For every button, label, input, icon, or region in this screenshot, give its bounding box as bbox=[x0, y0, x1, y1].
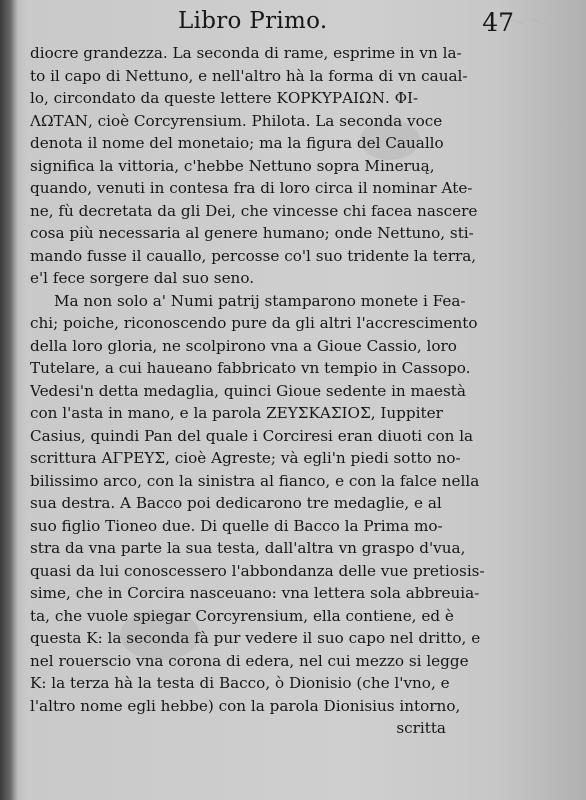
text-line: ta, che vuole spiegar Corcyrensium, ella contiene, ed è bbox=[30, 606, 454, 625]
text-line: e'l fece sorgere dal suo seno. bbox=[30, 269, 255, 287]
text-line: Vedesi'n detta medaglia, quinci Gioue sedente in maestà bbox=[30, 381, 466, 400]
text-line: Tutelare, a cui haueano fabbricato vn tempio in Cassopo. bbox=[30, 359, 471, 377]
text-line: lo, circondato da queste lettere ΚΟΡΚΥΡΑΙΩΝ. ΦΙ- bbox=[30, 89, 419, 107]
book-gutter-shadow bbox=[0, 0, 18, 800]
text-line: della loro gloria, ne scolpirono vna a Gioue Cassio, loro bbox=[30, 336, 457, 355]
text-line: questa K: la seconda fà pur vedere il suo capo nel dritto, e bbox=[30, 629, 481, 647]
text-line: con l'asta in mano, e la parola ΖΕΥΣΚΑΣΙΟΣ, Iuppiter bbox=[30, 404, 443, 422]
facing-page-bleed: 〜〜 bbox=[508, 10, 548, 34]
text-line: K: la terza hà la testa di Bacco, ò Dionisio (che l'vno, e bbox=[30, 674, 450, 692]
body-text bbox=[30, 42, 488, 740]
text-line: quando, venuti in contesa fra di loro circa il nominar Ate- bbox=[30, 179, 473, 197]
text-line: stra da vna parte la sua testa, dall'altra vn graspo d'vua, bbox=[30, 539, 466, 557]
book-page bbox=[30, 8, 570, 794]
text-line: ΛΩΤΑΝ, cioè Corcyrensium. Philota. La seconda voce bbox=[30, 111, 443, 130]
text-line: sua destra. A Bacco poi dedicarono tre medaglie, e al bbox=[30, 494, 442, 512]
page-number: 47 bbox=[482, 8, 514, 37]
catchword: scritta bbox=[396, 719, 446, 737]
text-line: to il capo di Nettuno, e nell'altro hà la forma di vn caual- bbox=[30, 66, 468, 85]
text-line: ne, fù decretata da gli Dei, che vincesse chi facea nascere bbox=[30, 201, 478, 220]
text-line: cosa più necessaria al genere humano; onde Nettuno, sti- bbox=[30, 224, 474, 242]
page-header bbox=[30, 8, 570, 42]
paragraph-start-line: Ma non solo a' Numi patrij stamparono monete i Fea- bbox=[54, 291, 466, 310]
text-line: significa la vittoria, c'hebbe Nettuno sopra Mineruą, bbox=[30, 156, 435, 175]
text-line: sime, che in Corcira nasceuano: vna lettera sola abbreuia- bbox=[30, 584, 480, 602]
text-line: suo figlio Tioneo due. Di quelle di Bacco la Prima mo- bbox=[30, 516, 443, 535]
text-line: l'altro nome egli hebbe) con la parola Dionisius intorno, bbox=[30, 696, 461, 715]
text-line: chi; poiche, riconoscendo pure da gli altri l'accrescimento bbox=[30, 314, 478, 332]
text-line: diocre grandezza. La seconda di rame, esprime in vn la- bbox=[30, 44, 462, 62]
text-line: nel rouerscio vna corona di edera, nel cui mezzo si legge bbox=[30, 651, 469, 670]
text-line: quasi da lui conoscessero l'abbondanza delle vue pretiosis- bbox=[30, 561, 485, 580]
text-line: Casius, quindi Pan del quale i Corciresi eran diuoti con la bbox=[30, 426, 474, 445]
text-line: mando fusse il cauallo, percosse co'l suo tridente la terra, bbox=[30, 246, 477, 265]
text-line: denota il nome del monetaio; ma la figura del Cauallo bbox=[30, 134, 444, 152]
text-line: bilissimo arco, con la sinistra al fianco, e con la falce nella bbox=[30, 471, 480, 490]
catchword-row bbox=[30, 717, 488, 740]
text-line: scrittura ΑΓΡΕΥΣ, cioè Agreste; và egli'n piedi sotto no- bbox=[30, 449, 461, 467]
running-title: Libro Primo. bbox=[178, 8, 328, 34]
